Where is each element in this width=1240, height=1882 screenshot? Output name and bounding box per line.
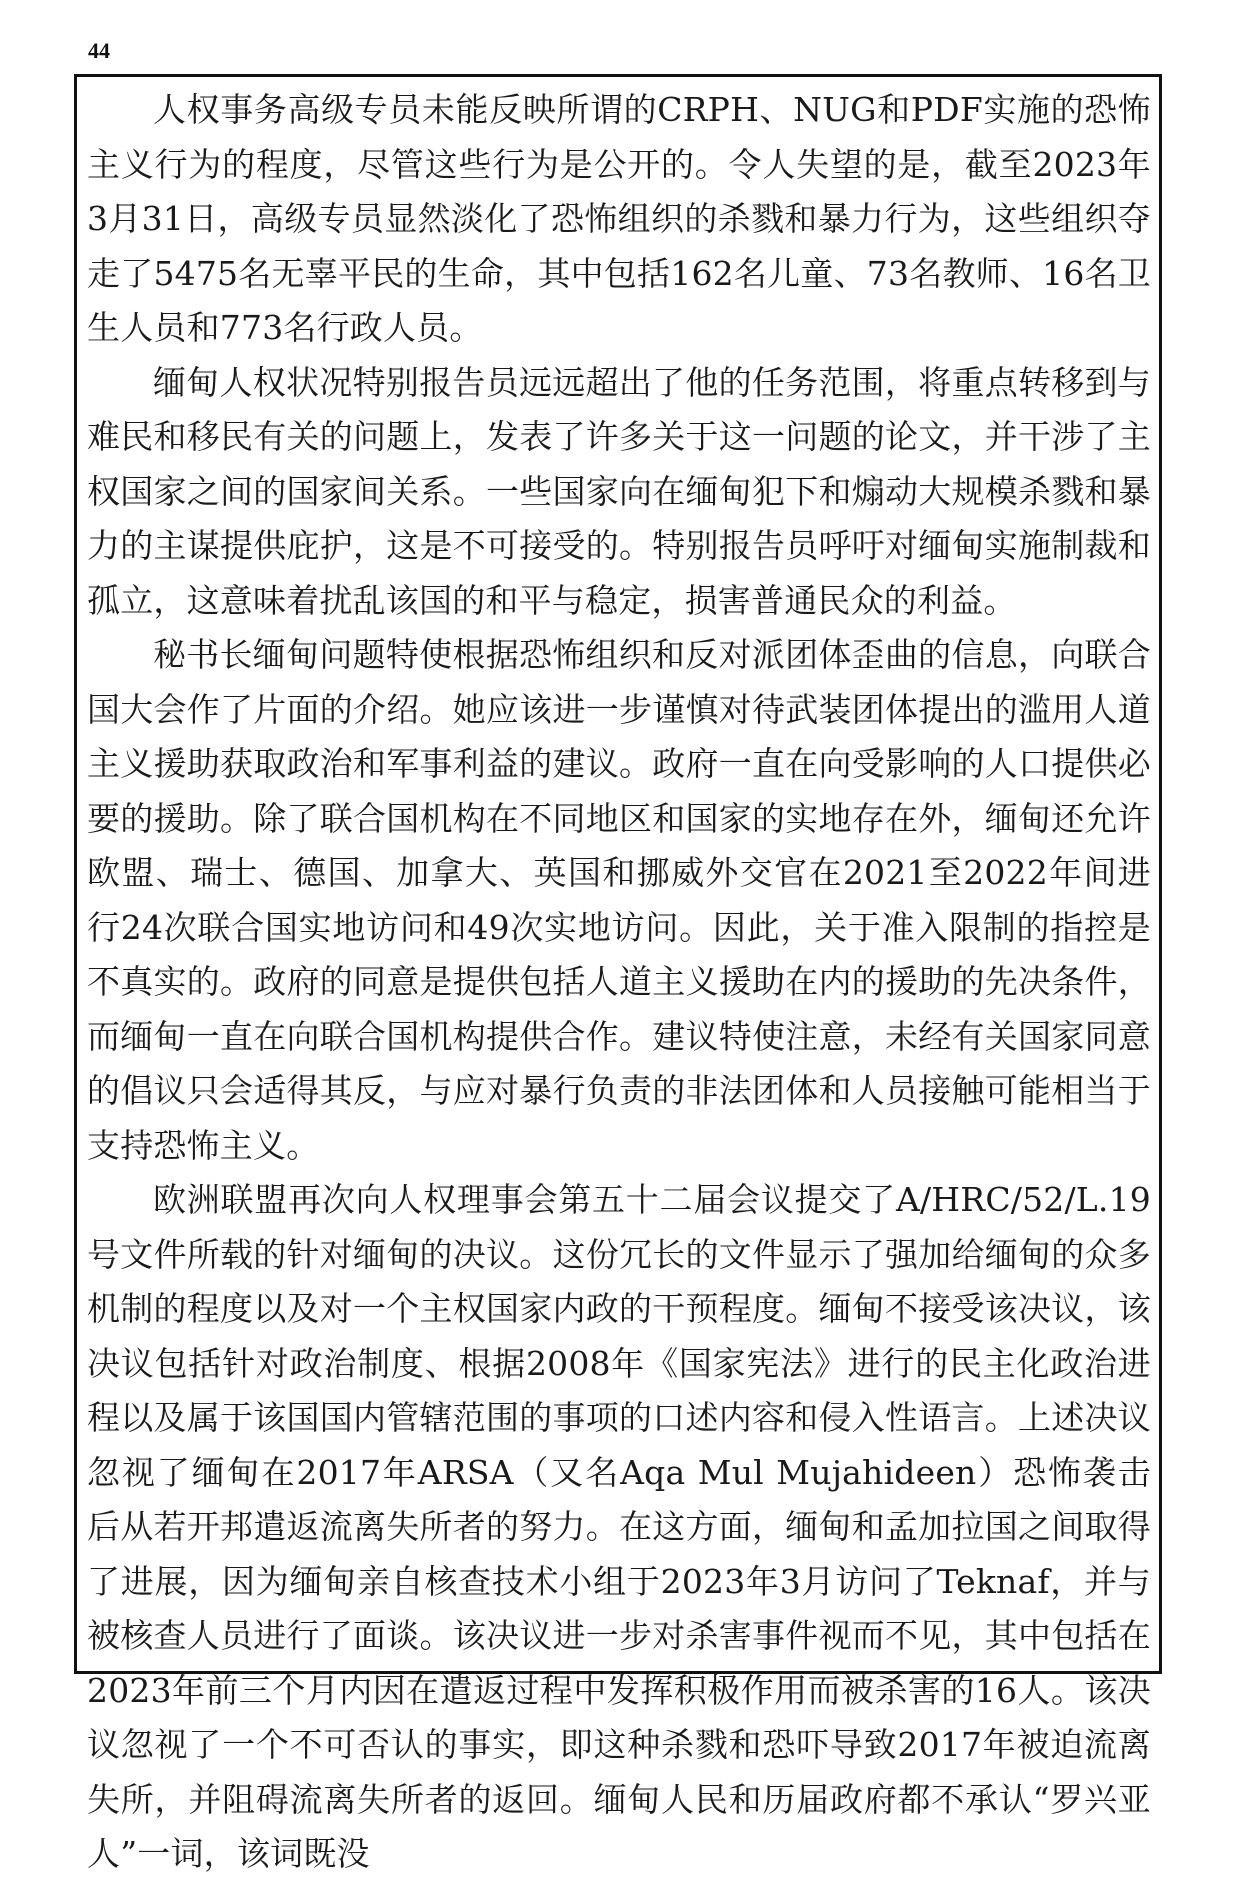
paragraph-special-rapporteur: 缅甸人权状况特别报告员远远超出了他的任务范围，将重点转移到与难民和移民有关的问题上，发表了许多关于这一问题的论文，并干涉了主权国家之间的国家间关系。一些国家向在缅甸犯下和煽动大规模杀戮和暴力的主谋提供庇护，这是不可接受的。特别报告员呼吁对缅甸实施制裁和孤立，这意味着扰乱该国的和平与稳定，损害普通民众的利益。 <box>87 362 1151 620</box>
paragraph-eu-resolution: 欧洲联盟再次向人权理事会第五十二届会议提交了A/HRC/52/L.19号文件所载的针对缅甸的决议。这份冗长的文件显示了强加给缅甸的众多机制的程度以及对一个主权国家内政的干预程度。缅甸不接受该决议，该决议包括针对政治制度、根据2008年《国家宪法》进行的民主化政治进程以及属于该国国内管辖范围的事项的口述内容和侵入性语言。上述决议忽视了缅甸在2017年ARSA（又名Aqa Mul Mujahideen）恐怖袭击后从若开邦遣返流离失所者的努力。在这方面，缅甸和孟加拉国之间取得了进展，因为缅甸亲自核查技术小组于2023年3月访问了Teknaf，并与被核查人员进行了面谈。该决议进一步对杀害事件视而不见，其中包括在2023年前三个月内因在遣返过程中发挥积极作用而被杀害的16人。该决议忽视了一个不可否认的事实，即这种杀戮和恐吓导致2017年被迫流离失所，并阻碍流离失所者的返回。缅甸人民和历届政府都不承认“罗兴亚人”一词，该词既没 <box>87 1180 1151 1873</box>
page-number: 44 <box>88 38 110 63</box>
text-frame <box>74 74 1162 1873</box>
paragraph-high-commissioner: 人权事务高级专员未能反映所谓的CRPH、NUG和PDF实施的恐怖主义行为的程度，尽管这些行为是公开的。令人失望的是，截至2023年3月31日，高级专员显然淡化了恐怖组织的杀戮和暴力行为，这些组织夺走了5475名无辜平民的生命，其中包括162名儿童、73名教师、16名卫生人员和773名行政人员。 <box>87 90 1151 347</box>
paragraph-special-envoy: 秘书长缅甸问题特使根据恐怖组织和反对派团体歪曲的信息，向联合国大会作了片面的介绍。她应该进一步谨慎对待武装团体提出的滥用人道主义援助获取政治和军事利益的建议。政府一直在向受影响的人口提供必要的援助。除了联合国机构在不同地区和国家的实地存在外，缅甸还允许欧盟、瑞士、德国、加拿大、英国和挪威外交官在2021至2022年间进行24次联合国实地访问和49次实地访问。因此，关于准入限制的指控是不真实的。政府的同意是提供包括人道主义援助在内的援助的先决条件，而缅甸一直在向联合国机构提供合作。建议特使注意，未经有关国家同意的倡议只会适得其反，与应对暴行负责的非法团体和人员接触可能相当于支持恐怖主义。 <box>87 635 1151 1165</box>
